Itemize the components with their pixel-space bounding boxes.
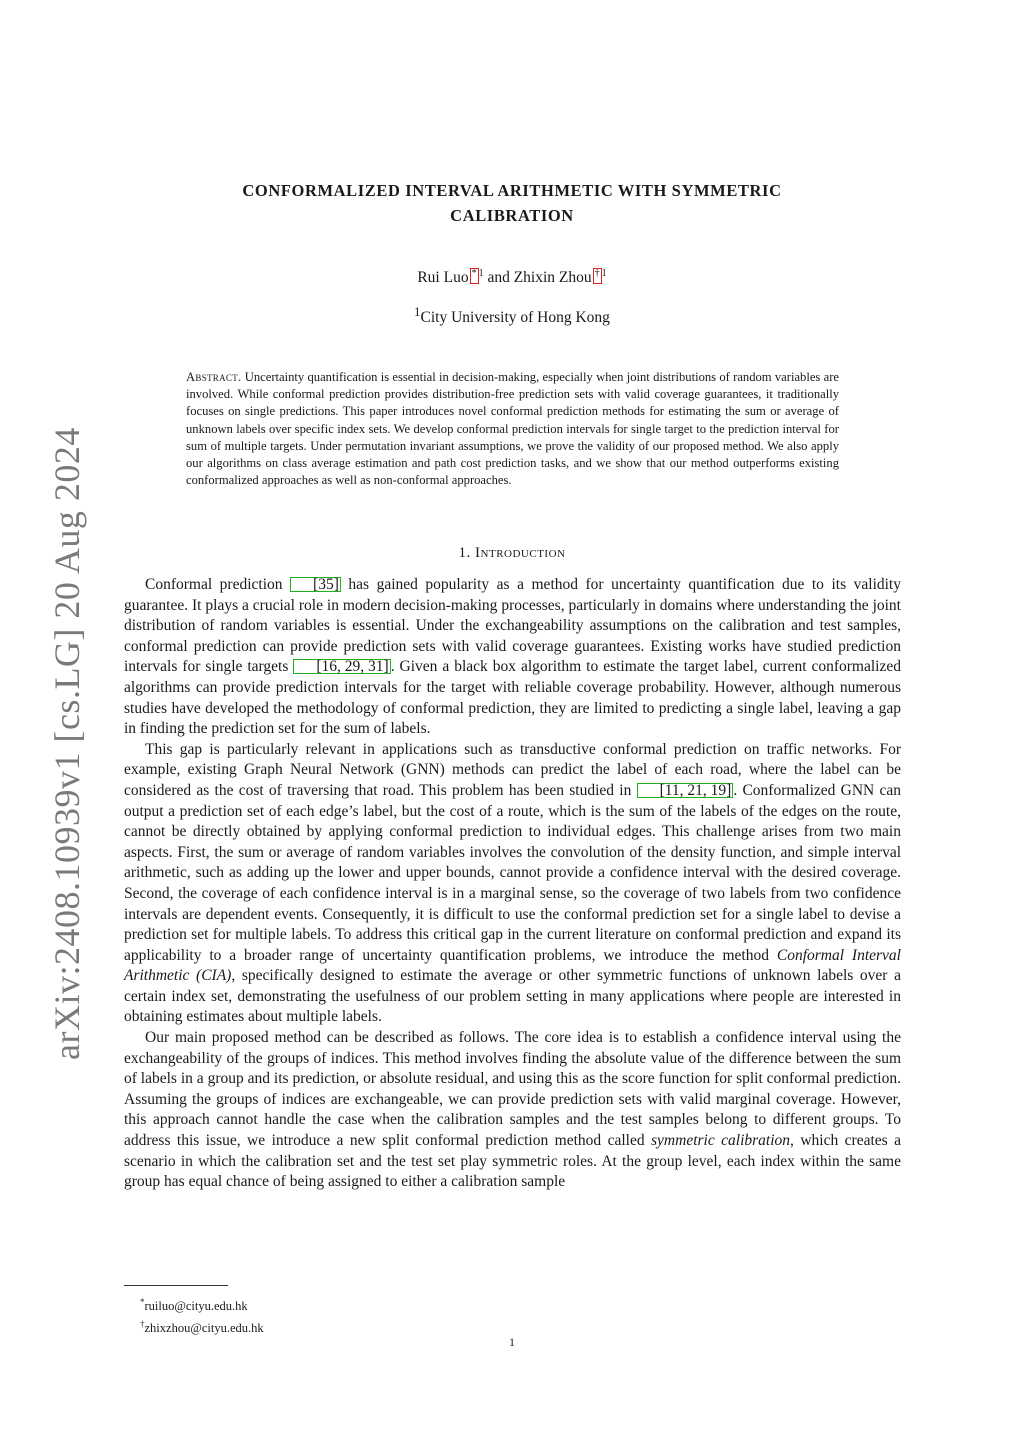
footnote: †zhixzhou@cityu.edu.hk	[140, 1319, 264, 1336]
page-number: 1	[509, 1335, 515, 1349]
author-connector: and	[487, 269, 510, 287]
affiliation	[0, 304, 1024, 327]
affiliation-name: City University of Hong Kong	[420, 309, 610, 327]
footnote: *ruiluo@cityu.edu.hk	[140, 1297, 248, 1314]
method-name: symmetric calibration	[651, 1132, 791, 1150]
affiliation-mark: 1	[601, 268, 607, 279]
abstract-text: Uncertainty quantification is essential in decision-making, especially when joint distributions of random variables are involved. While conformal prediction provides distribution-free prediction sets with valid coverage guarantees, it traditionally focuses on single predictions. This paper introduces novel conformal prediction methods for estimating the sum or average of unknown labels over specific index sets. We develop conformal prediction intervals for single target to the prediction interval for sum of multiple targets. Under permutation invariant assumptions, we prove the validity of our proposed method. We also apply our algorithms on class average estimation and path cost prediction tasks, and we show that our method outperforms existing conformalized approaches as well as non-conformal approaches.	[186, 370, 839, 488]
paragraph: This gap is particularly relevant in applications such as transductive conformal prediction on traffic networks. For example, existing Graph Neural Network (GNN) methods can predict the label of each road, where the label can be considered as the cost of traversing that road. This problem has been studied in [11, 21, 19] . Conformalized GNN can output a prediction set of each edge’s label, but the cost of a route, which is the sum of the labels of the edges on the route, cannot be directly obtained by applying conformal prediction to individual edges. This challenge arises from two main aspects. First, the sum or average of random variables involves the convolution of the density function, and simple interval arithmetic, such as adding up the lower and upper bounds, cannot provide a confidence interval with the desired coverage. Second, the coverage of each confidence interval is in a marginal sense, so the coverage of two labels from two confidence intervals are dependent events. Consequently, it is difficult to use the conformal prediction set for a single label to devise a prediction set for multiple labels. To address this critical gap in the current literature on conformal prediction and expand its applicability to a broader range of uncertainty quantification problems, we introduce the method Conformal Interval Arithmetic (CIA), specifically designed to estimate the average or other symmetric functions of unknown labels over a certain index set, demonstrating the usefulness of our problem setting in many applications where people are interested in obtaining estimates about multiple labels.	[124, 740, 902, 1026]
author-list	[0, 268, 1024, 287]
arxiv-identifier[interactable]: arXiv:2408.10939v1 [cs.LG] 20 Aug 2024	[47, 427, 87, 1060]
section-title: Introduction	[475, 545, 566, 561]
section-heading	[0, 545, 1024, 562]
footnotes	[140, 1293, 264, 1337]
body-text	[124, 575, 901, 1193]
title-line-2: CALIBRATION	[450, 206, 574, 225]
citation-link[interactable]: [11, 21, 19]	[637, 783, 734, 798]
author-name: Zhixin Zhou	[513, 269, 592, 287]
affiliation-number: 1	[414, 304, 421, 319]
abstract	[186, 369, 839, 489]
paragraph: Our main proposed method can be described as follows. The core idea is to establish a confidence interval using the exchangeability of the groups of indices. This method involves finding the absolute value of the difference between the sum of labels in a group and its prediction, or absolute residual, and using this as the score function for split conformal prediction. Assuming the groups of indices are exchangeable, we can provide prediction sets with valid marginal coverage. However, this approach cannot handle the case when the calibration samples and the test samples belong to different groups. To address this issue, we introduce a new split conformal prediction method called symmetric calibration, which creates a scenario in which the calibration set and the test set play symmetric roles. At the group level, each index within the same group has equal chance of being assigned to either a calibration sample	[124, 1029, 902, 1191]
abstract-label: Abstract.	[186, 370, 242, 384]
citation-link[interactable]: [35]	[290, 577, 341, 592]
paper-title	[180, 178, 844, 228]
citation-link[interactable]: [16, 29, 31]	[293, 659, 390, 674]
footnote-divider	[124, 1285, 228, 1286]
author-name: Rui Luo	[417, 269, 469, 287]
footnote-link[interactable]: †	[593, 268, 602, 284]
title-line-1: CONFORMALIZED INTERVAL ARITHMETIC WITH SYMMETRIC	[242, 181, 782, 200]
footnote-link[interactable]: *	[470, 268, 479, 284]
section-number: 1.	[458, 545, 471, 561]
method-name: Conformal Interval Arithmetic (CIA)	[124, 946, 901, 985]
email: zhixzhou@cityu.edu.hk	[144, 1321, 264, 1336]
affiliation-mark: 1	[478, 268, 484, 279]
paragraph: Conformal prediction [35] has gained popularity as a method for uncertainty quantification due to its validity guarantee. It plays a crucial role in modern decision-making processes, particularly in domains where understanding the joint distribution of random variables is essential. Under the exchangeability assumptions on the calibration and test samples, conformal prediction can provide prediction sets with valid coverage guarantees. Existing works have studied prediction intervals for single targets [16, 29, 31] . Given a black box algorithm to estimate the target label, current conformalized algorithms can provide prediction intervals for the target with reliable coverage probability. However, although numerous studies have developed the methodology of conformal prediction, they are limited to predicting a single label, leaving a gap in finding the prediction set for the sum of labels.	[124, 576, 901, 738]
email: ruiluo@cityu.edu.hk	[144, 1299, 248, 1314]
